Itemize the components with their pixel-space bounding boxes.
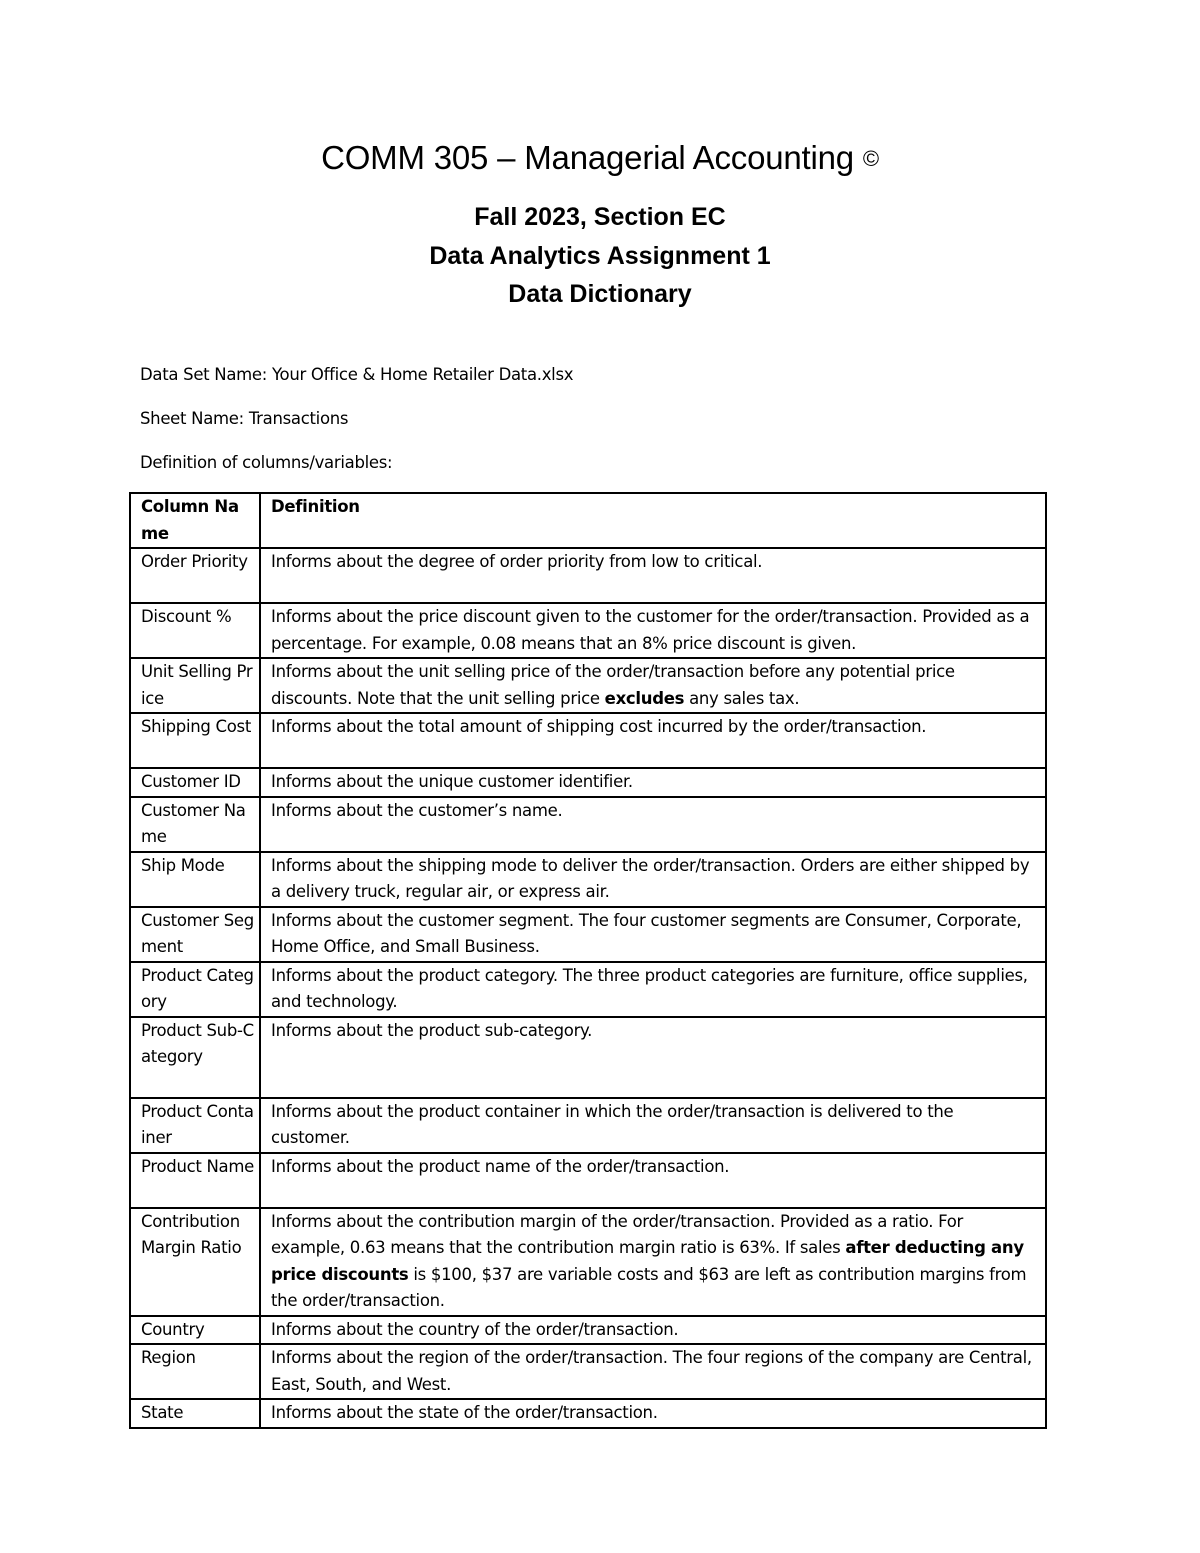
course-title-text: COMM 305 – Managerial Accounting xyxy=(321,139,854,176)
definition-cell: Informs about the unique customer identifier. xyxy=(260,768,1046,797)
table-row xyxy=(130,852,1046,907)
sheet-name-line: Sheet Name: Transactions xyxy=(140,409,349,428)
definition-cell: Informs about the price discount given to the customer for the order/transaction. Provided as a percentage. For example, 0.08 means that an 8% price discount is given. xyxy=(260,603,1046,658)
document-type: Data Dictionary xyxy=(508,280,692,308)
definition-text: Informs about the unit selling price of the order/transaction before any potential price discounts. Note that the unit selling price xyxy=(271,662,955,708)
column-name-cell: Product Name xyxy=(130,1153,260,1208)
table-row xyxy=(130,1344,1046,1399)
table-row xyxy=(130,1316,1046,1345)
table-row xyxy=(130,658,1046,713)
column-name-cell: Country xyxy=(130,1316,260,1345)
column-name-cell: Customer Segment xyxy=(130,907,260,962)
definition-cell: Informs about the product name of the order/transaction. xyxy=(260,1153,1046,1208)
definition-cell: Informs about the shipping mode to deliver the order/transaction. Orders are either shipped by a delivery truck, regular air, or express air. xyxy=(260,852,1046,907)
column-name-cell: Product Container xyxy=(130,1098,260,1153)
column-name-cell: Region xyxy=(130,1344,260,1399)
column-name-cell: Contribution Margin Ratio xyxy=(130,1208,260,1316)
table-row xyxy=(130,962,1046,1017)
table-header-row xyxy=(130,493,1046,548)
table-row xyxy=(130,1153,1046,1208)
column-name-cell: Unit Selling Price xyxy=(130,658,260,713)
column-name-cell: Customer ID xyxy=(130,768,260,797)
table-row xyxy=(130,797,1046,852)
definition-cell: Informs about the product container in which the order/transaction is delivered to the customer. xyxy=(260,1098,1046,1153)
definition-cell: Informs about the total amount of shipping cost incurred by the order/transaction. xyxy=(260,713,1046,768)
dataset-name-line: Data Set Name: Your Office & Home Retailer Data.xlsx xyxy=(140,365,574,384)
table-row xyxy=(130,548,1046,603)
table-row xyxy=(130,713,1046,768)
term-section: Fall 2023, Section EC xyxy=(474,203,726,231)
column-name-cell: Shipping Cost xyxy=(130,713,260,768)
definition-cell xyxy=(260,658,1046,713)
table-row xyxy=(130,603,1046,658)
table-row xyxy=(130,768,1046,797)
table-row xyxy=(130,1208,1046,1316)
definition-cell xyxy=(260,1208,1046,1316)
table-row xyxy=(130,907,1046,962)
column-name-cell: Product Sub-Category xyxy=(130,1017,260,1098)
course-title xyxy=(0,139,1200,177)
definition-cell: Informs about the degree of order priority from low to critical. xyxy=(260,548,1046,603)
column-name-cell: State xyxy=(130,1399,260,1428)
table-row xyxy=(130,1399,1046,1428)
copyright-symbol: © xyxy=(862,146,879,171)
definition-emphasis: after deducting any price discounts xyxy=(271,1238,1024,1284)
table-row xyxy=(130,1017,1046,1098)
definition-cell: Informs about the product sub-category. xyxy=(260,1017,1046,1098)
definition-cell: Informs about the customer segment. The four customer segments are Consumer, Corporate, Home Office, and Small Business. xyxy=(260,907,1046,962)
assignment-title: Data Analytics Assignment 1 xyxy=(429,242,771,270)
definition-text: Informs about the contribution margin of the order/transaction. Provided as a ratio. For example, 0.63 means that the contribution margin ratio is 63%. If sales xyxy=(271,1211,964,1257)
column-name-cell: Ship Mode xyxy=(130,852,260,907)
header-definition: Definition xyxy=(260,493,1046,548)
definition-emphasis: excludes xyxy=(604,688,685,708)
definition-cell: Informs about the region of the order/transaction. The four regions of the company are Central, East, South, and West. xyxy=(260,1344,1046,1399)
definition-text: any sales tax. xyxy=(684,688,800,708)
definition-cell: Informs about the country of the order/transaction. xyxy=(260,1316,1046,1345)
definition-cell: Informs about the state of the order/transaction. xyxy=(260,1399,1046,1428)
header-column-name: Column Name xyxy=(130,493,260,548)
column-name-cell: Discount % xyxy=(130,603,260,658)
definition-cell: Informs about the customer’s name. xyxy=(260,797,1046,852)
column-name-cell: Order Priority xyxy=(130,548,260,603)
data-dictionary-table xyxy=(129,492,1047,1429)
definition-cell: Informs about the product category. The three product categories are furniture, office supplies, and technology. xyxy=(260,962,1046,1017)
column-name-cell: Customer Name xyxy=(130,797,260,852)
column-name-cell: Product Category xyxy=(130,962,260,1017)
table-row xyxy=(130,1098,1046,1153)
definition-intro-line: Definition of columns/variables: xyxy=(140,453,393,472)
definition-text: is $100, $37 are variable costs and $63 are left as contribution margins from the order/transaction. xyxy=(271,1264,1027,1310)
